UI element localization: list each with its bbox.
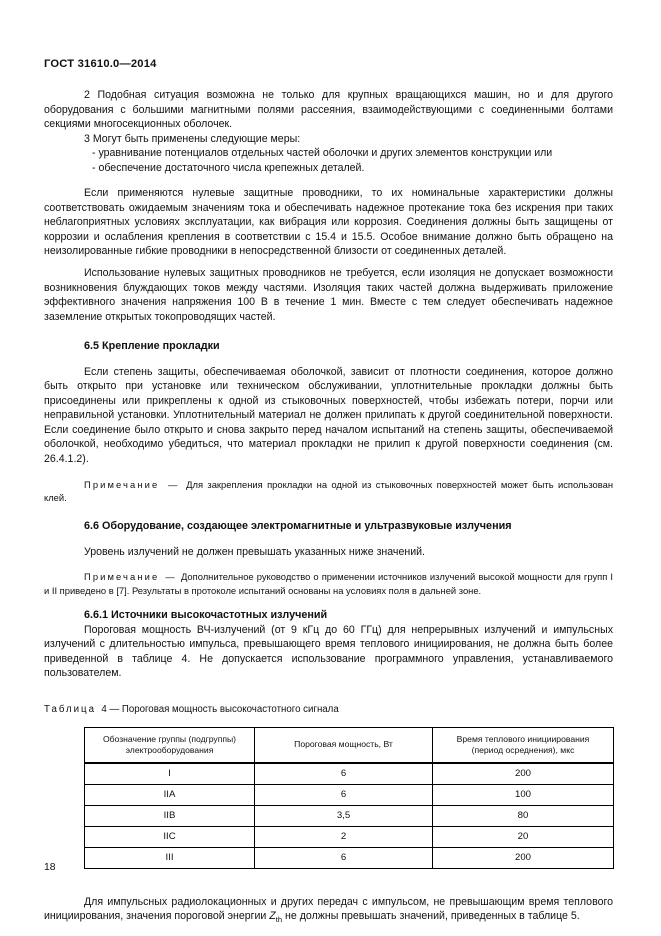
cell-time: 20	[433, 826, 614, 847]
cell-power: 6	[255, 847, 433, 868]
final-text-part1: Для импульсных радиолокационных и других передач с импульсом, не превышающим время теплового инициирования, значения пороговой энергии	[44, 895, 613, 923]
cell-time: 200	[433, 763, 614, 784]
cell-group: III	[85, 847, 255, 868]
header-line: Пороговая мощность, Вт	[294, 739, 393, 750]
table-caption-number: 4	[101, 703, 107, 715]
symbol-z: Z	[269, 910, 276, 923]
spacer	[44, 259, 613, 266]
paragraph-6-6-1-body: Пороговая мощность ВЧ-излучений (от 9 кГц до 60 ГГц) для непрерывных излучений и импульсных излучений с длительностью импульса, превышающего время теплового инициирования, не должна быть более приведенной в таблице 4. Не допускается использование программного управления, устанавливаемого пользователем.	[44, 623, 613, 680]
table-row	[85, 763, 614, 784]
section-heading-6-5: 6.5 Крепление прокладки	[84, 340, 220, 353]
spacer	[44, 354, 613, 365]
threshold-power-table	[84, 727, 614, 869]
paragraph-final-pulse	[44, 895, 613, 925]
spacer	[44, 681, 613, 696]
cell-power: 6	[255, 784, 433, 805]
cell-power: 6	[255, 763, 433, 784]
header-line: электрооборудования	[125, 745, 214, 756]
table-header-time	[433, 727, 614, 763]
cell-group: IIB	[85, 805, 255, 826]
cell-group: IIC	[85, 826, 255, 847]
cell-power: 3,5	[255, 805, 433, 826]
table-caption-title: Пороговая мощность высокочастотного сигнала	[121, 703, 339, 715]
cell-group: I	[85, 763, 255, 784]
cell-time: 200	[433, 847, 614, 868]
note-label: Примечание	[84, 571, 160, 583]
note-6-5	[44, 478, 613, 505]
note-dash: —	[165, 571, 175, 583]
table-header-row	[85, 727, 614, 763]
section-heading-6-6: 6.6 Оборудование, создающее электромагнитные и ультразвуковые излучения	[84, 520, 512, 533]
section-heading-6-6-1: 6.6.1 Источники высокочастотных излучений	[84, 609, 328, 622]
header-line: Обозначение группы (подгруппы)	[102, 733, 237, 744]
paragraph-6-6-body: Уровень излучений не должен превышать указанных ниже значений.	[84, 545, 425, 558]
cell-power: 2	[255, 826, 433, 847]
table-row	[85, 784, 614, 805]
note-6-6	[44, 570, 613, 597]
spacer	[44, 884, 613, 895]
final-text-part2: не должны превышать значений, приведенных в таблице 5.	[282, 910, 580, 923]
table-caption-word: Таблица	[44, 703, 96, 715]
paragraph-6-5-body: Если степень защиты, обеспечиваемая оболочкой, зависит от плотности соединения, которое должно быть открыто при установке или техническом обслуживании, уплотнительные прокладки должны быть присоединены или прикреплены к одной из стыковочных поверхностей, чтобы избежать потери, порчи или неправильной установки. Уплотнительный материал не должен прилипать к другой соединительной поверхности. Если соединение было открыто и снова закрыто перед началом испытаний на степень защиты, обеспечиваемой оболочкой, необходимо убедиться, что материал прокладки не прилип к другой поверхности соединения (см. 26.4.1.2).	[44, 365, 613, 465]
document-body	[44, 88, 613, 925]
numbered-note-3: 3 Могут быть применены следующие меры:	[84, 132, 301, 145]
dash-item-2: - обеспечение достаточного числа крепежных деталей.	[92, 161, 365, 174]
standard-header: ГОСТ 31610.0—2014	[44, 58, 157, 70]
table-row	[85, 805, 614, 826]
note-6-6-text: Дополнительное руководство о применении источников излучений высокой мощности для групп I и II приведено в [7]. Результаты в протоколе испытаний основаны на условиях поля в дальней зоне.	[44, 571, 613, 596]
cell-time: 100	[433, 784, 614, 805]
spacer	[44, 716, 613, 727]
spacer	[44, 175, 613, 186]
table-row	[85, 847, 614, 868]
spacer	[44, 559, 613, 570]
spacer	[44, 467, 613, 478]
symbol-z-subscript: th	[275, 914, 283, 924]
spacer	[44, 597, 613, 608]
table-caption-dash: —	[109, 703, 120, 715]
spacer	[44, 869, 613, 884]
spacer	[44, 696, 613, 703]
note-dash: —	[168, 478, 178, 490]
table-header-power	[255, 727, 433, 763]
page-number: 18	[44, 862, 56, 873]
header-line: Время теплового инициирования	[456, 733, 590, 744]
note-6-5-text: Для закрепления прокладки на одной из стыковочных поверхностей может быть использован клей.	[44, 478, 613, 503]
table-wrapper	[44, 727, 613, 869]
paragraph-no-conductors-required: Использование нулевых защитных проводников не требуется, если изоляция не допускает возможности возникновения блуждающих токов между частями. Изоляция таких частей должна выдерживать приложение эффективного значения напряжения 100 В в течение 1 мин. Вместе с тем следует обеспечивать надежное заземление открытых токопроводящих частей.	[44, 267, 613, 323]
paragraph-protective-conductors: Если применяются нулевые защитные проводники, то их номинальные характеристики должны соответствовать ожидаемым значениям тока и обеспечивать надежное протекание тока без искрения при таких неблагоприятных условиях эксплуатации, как вибрация или коррозия. Соединения должны быть защищены от коррозии и ослабления крепления в соответствии с 15.4 и 15.5. Особое внимание должно быть обращено на неизолированные гибкие проводники в непосредственной близости от соединенных деталей.	[44, 187, 613, 258]
spacer	[44, 534, 613, 545]
spacer	[44, 504, 613, 519]
table-caption	[44, 703, 613, 716]
cell-group: IIA	[85, 784, 255, 805]
table-header-group	[85, 727, 255, 763]
cell-time: 80	[433, 805, 614, 826]
numbered-note-2: 2 Подобная ситуация возможна не только для крупных вращающихся машин, но и для другого оборудования с большими магнитными полями рассеяния, взаимодействующими с соединенными болтами секциями многосекционных оболочек.	[44, 89, 613, 131]
spacer	[44, 324, 613, 339]
header-line: (период осреднения), мкс	[471, 745, 575, 756]
note-label: Примечание	[84, 478, 160, 490]
table-row	[85, 826, 614, 847]
dash-item-1: - уравнивание потенциалов отдельных частей оболочки и других элементов конструкции или	[92, 147, 553, 160]
